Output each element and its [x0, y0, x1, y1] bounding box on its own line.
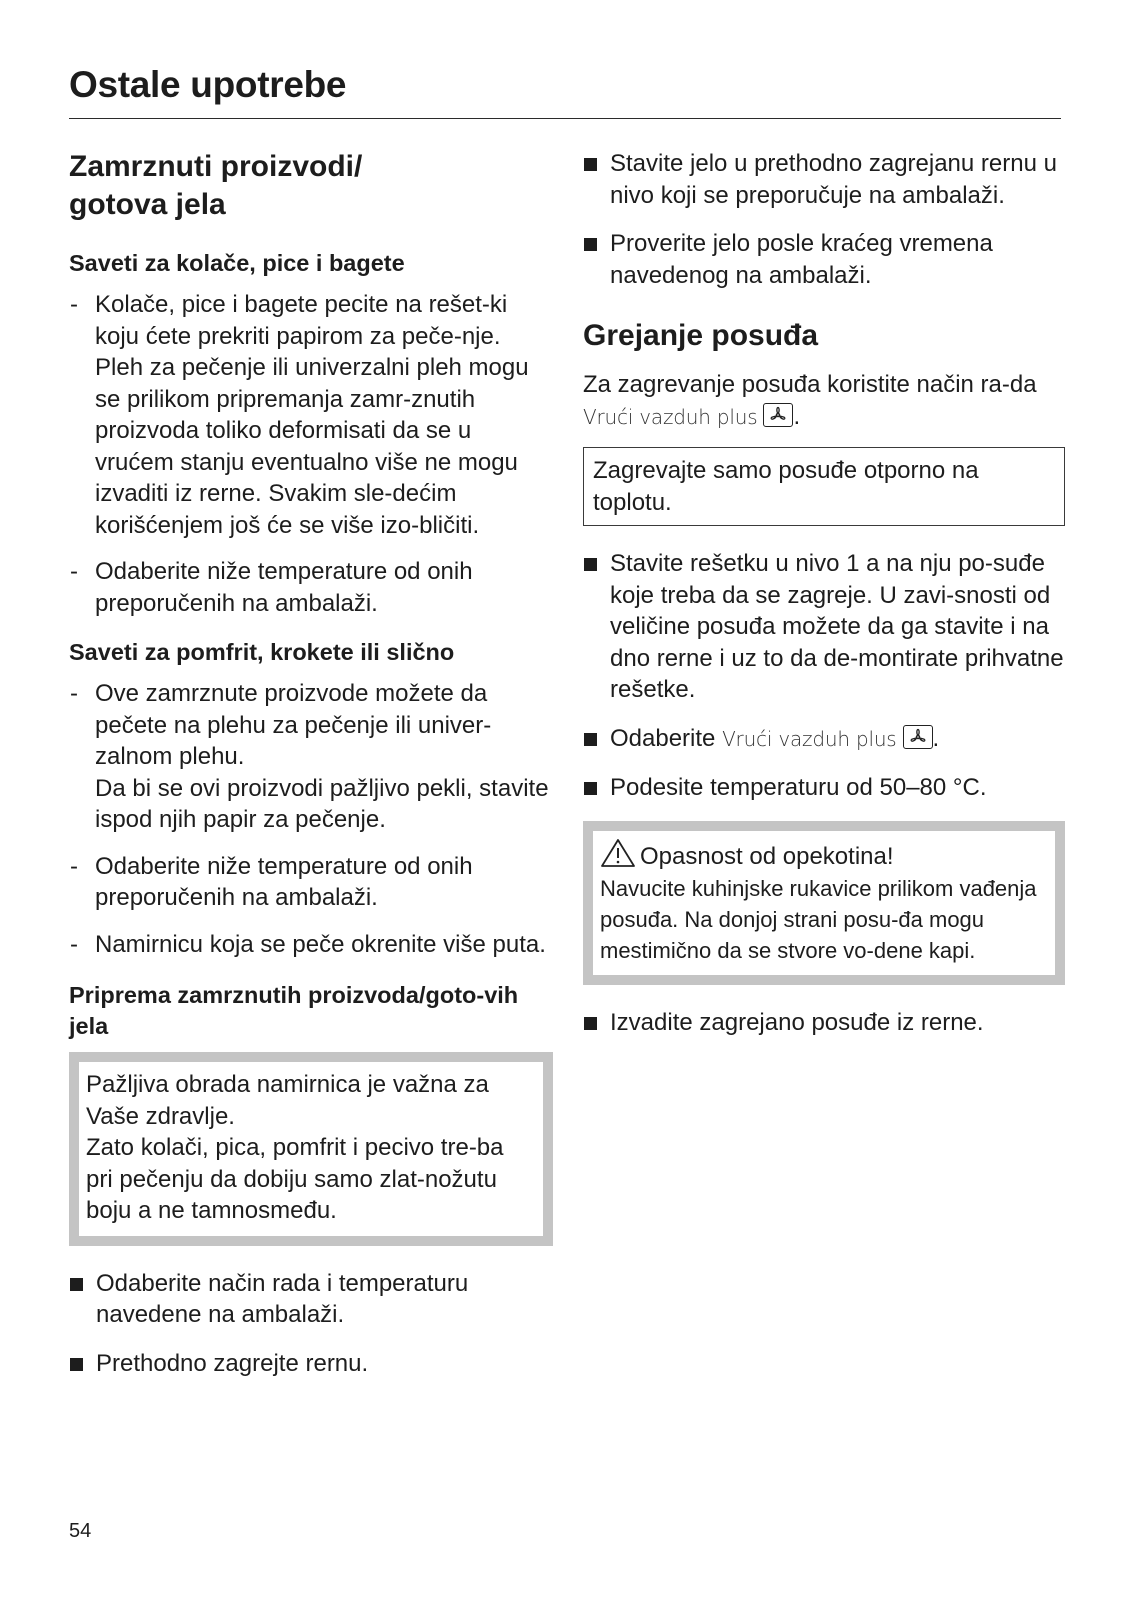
health-note-box: Pažljiva obrada namirnica je važna za Vaše zdravlje. Zato kolači, pica, pomfrit i pecivo tre-ba pri pečenju da dobiju samo zlat-nožutu boju a ne tamnosmeđu. — [69, 1052, 553, 1246]
list-item: Prethodno zagrejte rernu. — [69, 1348, 553, 1380]
tips-list-fries — [69, 678, 553, 960]
warming-intro: Za zagrevanje posuđa koristite način ra-da Vrući vazduh plus . — [583, 371, 1037, 430]
continued-steps — [583, 148, 1065, 291]
section-heading-warming-dishes: Grejanje posuđa — [583, 319, 819, 352]
tips-list-cakes — [69, 289, 553, 619]
list-item: - Kolače, pice i bagete pecite na rešet-ki koju ćete prekriti papirom za peče-nje. Pleh za pečenje ili univerzalni pleh mogu se prilikom pripremanja zamr-znutih proizvoda toliko deformisati da se u vrućem stanju eventualno više ne mogu izvaditi iz rerne. Svakim sle-dećim korišćenjem još će se više izo-bličiti. — [69, 289, 553, 541]
page-number: 54 — [69, 1520, 92, 1542]
square-bullet-icon — [70, 1358, 83, 1371]
subheading-fries: Saveti za pomfrit, krokete ili slično — [69, 639, 455, 665]
warning-body: Navucite kuhinjske rukavice prilikom vađenja posuđa. Na donjoj strani posu-đa mogu mestimično da se stvore vo-dene kapi. — [600, 875, 1037, 963]
square-bullet-icon — [584, 733, 597, 746]
final-steps — [583, 1007, 1065, 1039]
right-column — [583, 148, 1065, 1055]
heat-resistant-note: Zagrevajte samo posuđe otporno na toplotu. — [583, 447, 1065, 526]
list-item: Odaberite način rada i temperaturu navedene na ambalaži. — [69, 1268, 553, 1331]
page-title: Ostale upotrebe — [69, 64, 347, 105]
list-item: Stavite jelo u prethodno zagrejanu rernu u nivo koji se preporučuje na ambalaži. — [583, 148, 1065, 211]
list-item: - Namirnicu koja se peče okrenite više puta. — [69, 929, 553, 961]
list-item: Izvadite zagrejano posuđe iz rerne. — [583, 1007, 1065, 1039]
square-bullet-icon — [584, 238, 597, 251]
square-bullet-icon — [584, 158, 597, 171]
square-bullet-icon — [584, 782, 597, 795]
list-item: Odaberite Vrući vazduh plus . — [583, 723, 1065, 756]
fan-icon — [763, 403, 793, 427]
square-bullet-icon — [584, 558, 597, 571]
square-bullet-icon — [584, 1017, 597, 1030]
mode-name: Vrući vazduh plus — [722, 726, 897, 751]
list-item: - Odaberite niže temperature od onih preporučenih na ambalaži. — [69, 556, 553, 619]
warming-steps — [583, 548, 1065, 804]
square-bullet-icon — [70, 1278, 83, 1291]
left-column — [69, 148, 553, 1396]
section-heading-frozen-foods: Zamrznuti proizvodi/ gotova jela — [69, 150, 363, 221]
subheading-preparation: Priprema zamrznutih proizvoda/goto-vih jela — [69, 982, 519, 1039]
subheading-cakes-pizza: Saveti za kolače, pice i bagete — [69, 250, 405, 276]
list-item: - Ove zamrznute proizvode možete da pečete na plehu za pečenje ili univer-zalnom plehu. Da bi se ovi proizvodi pažljivo pekli, stavite ispod njih papir za pečenje. — [69, 678, 553, 836]
preparation-steps — [69, 1268, 553, 1380]
mode-name: Vrući vazduh plus — [583, 404, 758, 429]
title-divider — [69, 118, 1061, 119]
list-item: Stavite rešetku u nivo 1 a na nju po-suđe koje treba da se zagreje. U zavi-snosti od veličine posuđa možete da ga stavite i na dno rerne i uz to da de-montirate prihvatne rešetke. — [583, 548, 1065, 706]
list-item: Proverite jelo posle kraćeg vremena navedenog na ambalaži. — [583, 228, 1065, 291]
list-item: Podesite temperaturu od 50–80 °C. — [583, 772, 1065, 804]
list-item: - Odaberite niže temperature od onih preporučenih na ambalaži. — [69, 851, 553, 914]
warning-triangle-icon — [600, 838, 636, 868]
warning-title: Opasnost od opekotina! — [640, 842, 894, 870]
fan-icon — [903, 725, 933, 749]
warning-box — [583, 821, 1065, 985]
